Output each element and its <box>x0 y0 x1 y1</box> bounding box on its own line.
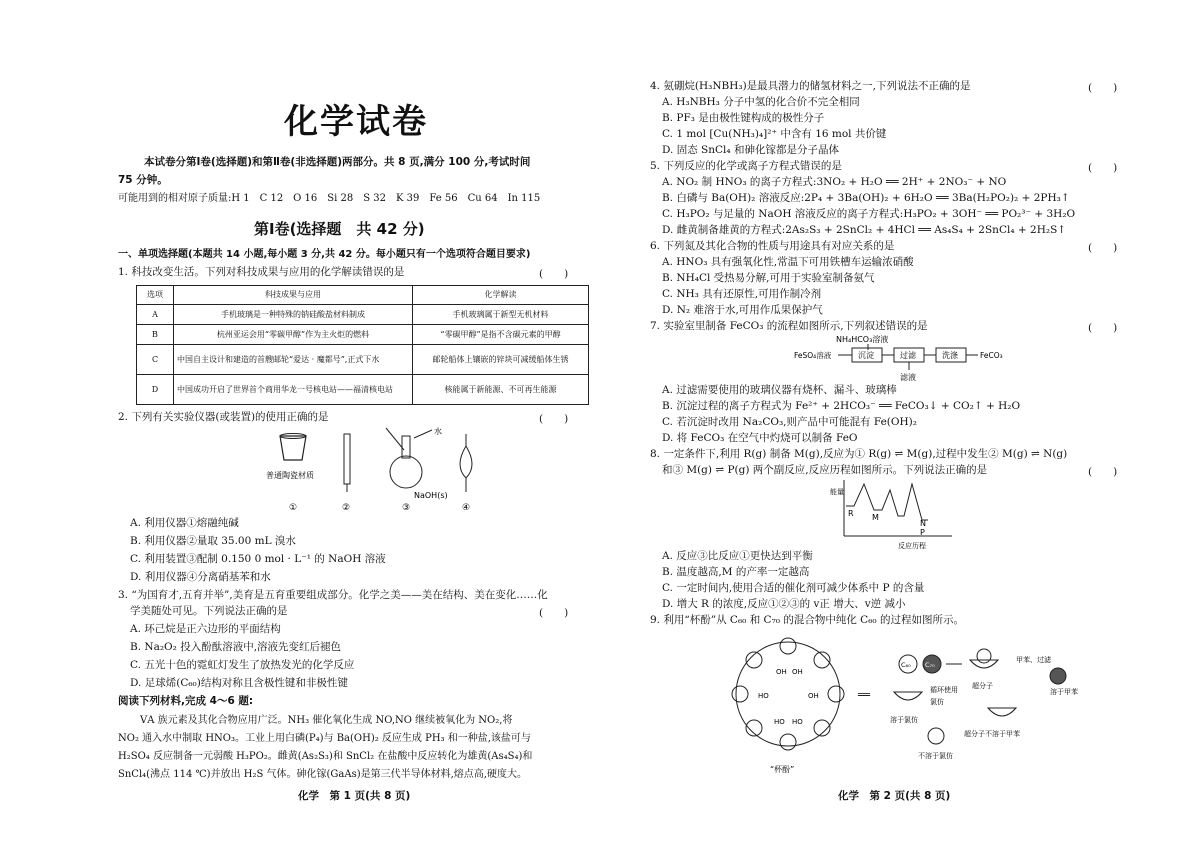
q6-option-b: B. NH₄Cl 受热易分解,可用于实验室制备氨气 <box>662 272 875 284</box>
table-cell: 杭州亚运会用“零碳甲醇”作为主火炬的燃料 <box>174 325 413 345</box>
q5-option-c: C. H₃PO₂ 与足量的 NaOH 溶液反应的离子方程式:H₃PO₂ + 3OH⁻ ══ PO₂³⁻ + 3H₂O <box>662 208 1076 220</box>
reaction-progress-label: 反应历程 <box>898 542 926 550</box>
figure-number-4: ④ <box>462 503 471 513</box>
hydroxyl-label: OH <box>776 668 787 676</box>
answer-paren-2: ( ) <box>539 413 569 425</box>
dissolve-toluene-label: 溶于甲苯 <box>1050 688 1078 696</box>
intro-line-1: 本试卷分第Ⅰ卷(选择题)和第Ⅱ卷(非选择题)两部分。共 8 页,满分 100 分,考试时间 <box>144 156 531 168</box>
q7-option-b: B. 沉淀过程的离子方程式为 Fe²⁺ + 2HCO₃⁻ ══ FeCO₃↓ + CO₂↑ + H₂O <box>662 400 1021 412</box>
material-line-3: H₂SO₄ 反应制备一元弱酸 H₃PO₂。雌黄(As₂S₃)和 SnCl₂ 在盐酸中反应转化为雄黄(As₄S₄)和 <box>118 751 533 762</box>
question-5: 5. 下列反应的化学或离子方程式错误的是 <box>650 160 842 172</box>
energy-profile-diagram <box>828 476 958 550</box>
insoluble-supramolecule <box>988 708 1016 716</box>
question-3-line-2: 学美随处可见。下列说法正确的是 <box>130 605 288 617</box>
flask-neck <box>402 436 410 458</box>
table-cell: D <box>137 375 174 405</box>
material-line-4: SnCl₄(沸点 114 ℃)并放出 H₂S 气体。砷化镓(GaAs)是第三代半导体材料,熔点高,硬度大。 <box>118 769 527 780</box>
answer-paren-3: ( ) <box>539 607 569 619</box>
table-header: 科技成果与应用 <box>174 286 413 305</box>
answer-paren-4: ( ) <box>1088 82 1118 94</box>
question-3-line-1: 3. “为国育才,五育并举”,美育是五育重要组成部分。化学之美——美在结构、美在变化……化 <box>118 589 548 601</box>
q3-option-d: D. 足球烯(C₆₀)结构对称且含极性键和非极性键 <box>130 677 348 689</box>
q8-option-a: A. 反应③比反应①更快达到平衡 <box>662 550 813 562</box>
question-4: 4. 氨硼烷(H₃NBH₃)是最具潜力的储氢材料之一,下列说法不正确的是 <box>650 80 971 92</box>
hydroxyl-label: OH <box>808 692 819 700</box>
q5-option-a: A. NO₂ 制 HNO₃ 的离子方程式:3NO₂ + H₂O ══ 2H⁺ + 2NO₃⁻ + NO <box>662 176 1007 188</box>
answer-paren-6: ( ) <box>1088 242 1118 254</box>
c70-label: C₇₀ <box>925 661 935 669</box>
question-1: 1. 科技改变生活。下列对科技成果与应用的化学解读错误的是 <box>118 266 405 278</box>
question-8-line-2: 和③ M(g) ⇌ P(g) 两个副反应,反应历程如图所示。下列说法正确的是 <box>662 464 988 476</box>
table-cell: B <box>137 325 174 345</box>
table-row <box>137 305 589 325</box>
table-cell: 邮轮船体上镶嵌的锌块可减缓船体生锈 <box>413 345 589 375</box>
hydroxyl-label: HO <box>774 718 785 726</box>
calixarene-molecule <box>732 638 844 774</box>
q7-option-a: A. 过滤需要使用的玻璃仪器有烧杯、漏斗、玻璃棒 <box>662 384 897 396</box>
question-2: 2. 下列有关实验仪器(或装置)的使用正确的是 <box>118 411 329 423</box>
supramolecule-insoluble-label: 超分子不溶于甲苯 <box>964 730 1020 738</box>
level-n: N <box>920 519 926 528</box>
table-row <box>137 325 589 345</box>
dissolve-chloroform-label: 溶于氯仿 <box>890 716 918 724</box>
pointer-line <box>414 430 432 438</box>
figure-number-2: ② <box>342 503 351 513</box>
q2-option-c: C. 利用装置③配制 0.150 0 mol · L⁻¹ 的 NaOH 溶液 <box>130 553 386 565</box>
table-cell: 中国成功开启了世界首个商用华龙一号核电站——福清核电站 <box>174 375 413 405</box>
page-footer-2: 化学 第 2 页(共 8 页) <box>838 790 951 802</box>
material-line-2: NO₂ 通入水中制取 HNO₃。工业上用白磷(P₄)与 Ba(OH)₂ 反应生成 PH₃ 和一种盐,该盐可与 <box>118 733 531 744</box>
page-footer-1: 化学 第 1 页(共 8 页) <box>298 790 411 802</box>
exam-title: 化学试卷 <box>284 102 428 142</box>
q4-option-a: A. H₃NBH₃ 分子中氢的化合价不完全相同 <box>662 96 860 108</box>
q5-option-d: D. 雌黄制备雄黄的方程式:2As₂S₃ + 2SnCl₂ + 4HCl ══ As₄S₄ + 2SnCl₄ + 2H₂S↑ <box>662 224 1067 236</box>
reading-prompt: 阅读下列材料,完成 4～6 题: <box>118 695 254 707</box>
phenol-ring <box>828 686 844 702</box>
supramolecule-label: 超分子 <box>972 682 993 690</box>
table-cell: 核能属于新能源、不可再生能源 <box>413 375 589 405</box>
flow-end: FeCO₃ <box>980 351 1003 360</box>
energy-axis-label: 能量 <box>830 488 844 496</box>
q7-option-d: D. 将 FeCO₃ 在空气中灼烧可以制备 FeO <box>662 432 858 444</box>
phenol-ring <box>780 734 796 750</box>
chloroform-label: 氯仿 <box>930 698 944 706</box>
question-6: 6. 下列氮及其化合物的性质与用途具有对应关系的是 <box>650 240 895 252</box>
q6-option-a: A. HNO₃ 具有强氧化性,常温下可用铁槽车运输浓硝酸 <box>662 256 914 268</box>
hydroxyl-label: HO <box>758 692 769 700</box>
calixarene-purification-figure <box>718 632 1138 778</box>
c60-product <box>928 728 944 744</box>
q2-option-b: B. 利用仪器②量取 35.00 mL 溴水 <box>130 535 296 547</box>
table-header-row <box>137 286 589 305</box>
c70-dissolved <box>1050 668 1066 684</box>
insoluble-chloroform-label: 不溶于氯仿 <box>918 752 953 760</box>
q5-option-b: B. 白磷与 Ba(OH)₂ 溶液反应:2P₄ + 3Ba(OH)₂ + 6H₂O ══ 3Ba(H₂PO₂)₂ + 2PH₃↑ <box>662 192 1070 204</box>
flow-start: FeSO₄溶液 <box>794 351 832 360</box>
flow-reagent-top: NH₄HCO₃溶液 <box>836 335 889 344</box>
table-cell: 手机玻璃是一种特殊的钠硅酸盐材料制成 <box>174 305 413 325</box>
q4-option-d: D. 固态 SnCl₄ 和砷化镓都是分子晶体 <box>662 144 839 156</box>
q6-option-c: C. NH₃ 具有还原性,可用作制冷剂 <box>662 288 822 300</box>
crucible-icon <box>280 436 306 460</box>
figure-number-1: ① <box>289 503 298 513</box>
answer-paren-1: ( ) <box>539 268 569 280</box>
question-7: 7. 实验室里制备 FeCO₃ 的流程如图所示,下列叙述错误的是 <box>650 320 928 332</box>
energy-curve <box>846 484 928 520</box>
page-1 <box>116 0 594 849</box>
section-title: 第Ⅰ卷(选择题 共 42 分) <box>254 220 425 238</box>
q8-option-d: D. 增大 R 的浓度,反应①②③的 v正 增大、v逆 减小 <box>662 598 906 610</box>
table-cell: 手机玻璃属于新型无机材料 <box>413 305 589 325</box>
atomic-masses: 可能用到的相对原子质量:H 1 C 12 O 16 Si 28 S 32 K 39 Fe 56 Cu 64 In 115 <box>118 193 541 204</box>
question-8-line-1: 8. 一定条件下,利用 R(g) 制备 M(g),反应为① R(g) ⇌ M(g),过程中发生② M(g) ⇌ N(g) <box>650 448 1068 460</box>
supramolecule-c60 <box>977 649 991 663</box>
bowl-icon <box>894 692 922 700</box>
naoh-label: NaOH(s) <box>414 491 448 500</box>
lab-apparatus-figure <box>256 426 496 514</box>
page-2 <box>648 0 1138 849</box>
flow-filtrate-label: 滤液 <box>900 373 916 382</box>
table-cell: “零碳甲醇”是指不含碳元素的甲醇 <box>413 325 589 345</box>
table-cell: C <box>137 345 174 375</box>
level-r: R <box>848 509 854 518</box>
material-line-1: ⅤA 族元素及其化合物应用广泛。NH₃ 催化氧化生成 NO,NO 继续被氧化为 NO₂,将 <box>130 715 513 726</box>
q1-table <box>136 285 589 405</box>
question-9: 9. 利用“杯酚”从 C₆₀ 和 C₇₀ 的混合物中纯化 C₆₀ 的过程如图所示。 <box>650 614 964 626</box>
level-m: M <box>872 513 879 522</box>
burette-icon <box>344 434 350 484</box>
phenol-ring <box>780 638 796 654</box>
answer-paren-5: ( ) <box>1088 162 1118 174</box>
table-cell: A <box>137 305 174 325</box>
q6-option-d: D. N₂ 难溶于水,可用作瓜果保护气 <box>662 304 823 316</box>
crucible-label: 普通陶瓷材质 <box>266 471 314 480</box>
q2-option-d: D. 利用仪器④分离硝基苯和水 <box>130 571 271 583</box>
q3-option-a: A. 环己烷是正六边形的平面结构 <box>130 623 281 635</box>
q7-option-c: C. 若沉淀时改用 Na₂CO₃,则产品中可能混有 Fe(OH)₂ <box>662 416 917 428</box>
volumetric-flask-icon <box>390 456 422 488</box>
q4-option-c: C. 1 mol [Cu(NH₃)₄]²⁺ 中含有 16 mol 共价键 <box>662 128 887 140</box>
c60-label: C₆₀ <box>901 661 911 669</box>
intro-line-2: 75 分钟。 <box>118 174 168 186</box>
figure-number-3: ③ <box>402 503 411 513</box>
table-cell: 中国自主设计和建造的首艘邮轮“爱达 · 魔都号”,正式下水 <box>174 345 413 375</box>
separatory-funnel-icon <box>460 446 472 478</box>
table-row <box>137 345 589 375</box>
table-header: 化学解读 <box>413 286 589 305</box>
q8-option-b: B. 温度越高,M 的产率一定越高 <box>662 566 810 578</box>
recycle-label: 循环使用 <box>930 686 958 694</box>
glass-rod <box>386 428 404 450</box>
toluene-filter-label: 甲苯、过滤 <box>1016 656 1051 664</box>
q8-option-c: C. 一定时间内,使用合适的催化剂可减少体系中 P 的含量 <box>662 582 925 594</box>
level-p: P <box>920 528 925 537</box>
supramolecule-bowl <box>970 660 998 668</box>
macrocycle-ring <box>736 642 840 746</box>
part-one-heading: 一、单项选择题(本题共 14 小题,每小题 3 分,共 42 分。每小题只有一个选项符合题目要求) <box>118 249 531 260</box>
q2-option-a: A. 利用仪器①熔融纯碱 <box>130 517 239 529</box>
flow-step-2-label: 过滤 <box>900 351 916 360</box>
flow-step-3-label: 洗涤 <box>942 351 958 360</box>
table-row <box>137 375 589 405</box>
hydroxyl-label: OH <box>792 668 803 676</box>
answer-paren-7: ( ) <box>1088 322 1118 334</box>
flow-step-1-label: 沉淀 <box>858 351 874 360</box>
q4-option-b: B. PF₃ 是由极性键构成的极性分子 <box>662 112 825 124</box>
calixarene-caption: “杯酚” <box>770 765 795 774</box>
equivalence-sign: ══ <box>858 690 871 701</box>
answer-paren-8: ( ) <box>1088 466 1118 478</box>
phenol-ring <box>732 686 748 702</box>
q3-option-c: C. 五光十色的霓虹灯发生了放热发光的化学反应 <box>130 659 355 671</box>
hydroxyl-label: HO <box>792 718 803 726</box>
feco3-flow-diagram <box>794 334 1024 384</box>
q3-option-b: B. Na₂O₂ 投入酚酞溶液中,溶液先变红后褪色 <box>130 641 342 653</box>
table-header: 选项 <box>137 286 174 305</box>
water-label: 水 <box>434 427 442 436</box>
